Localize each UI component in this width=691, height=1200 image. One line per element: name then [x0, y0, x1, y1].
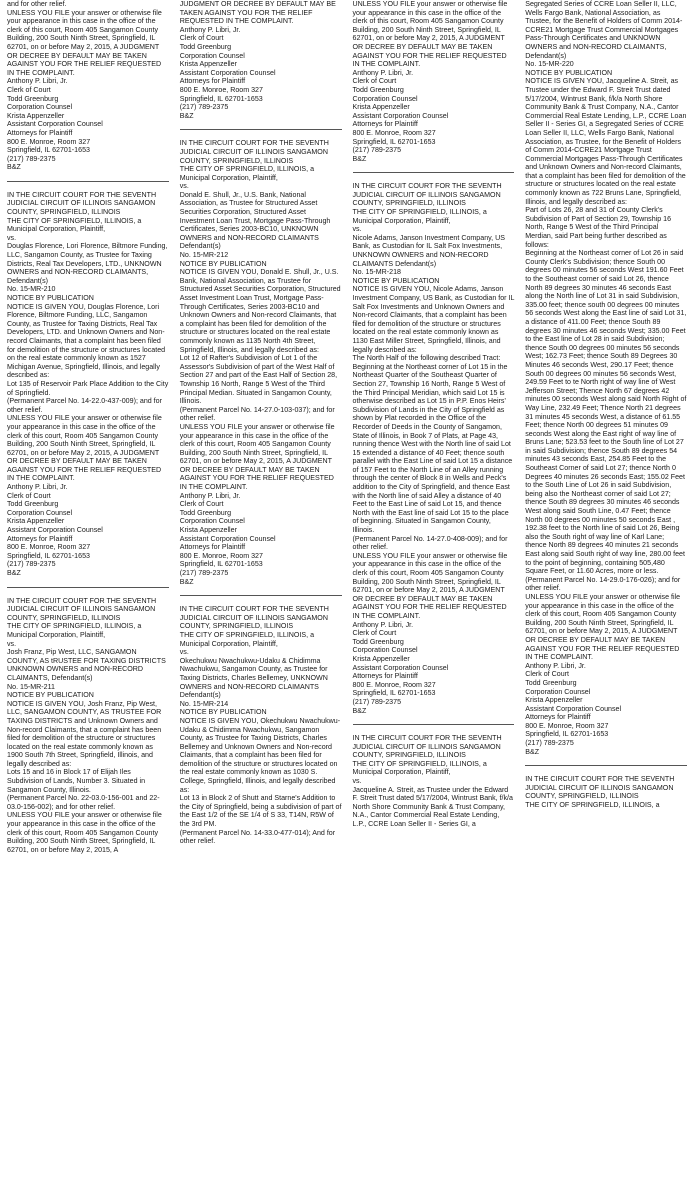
notice-text: IN THE CIRCUIT COURT FOR THE SEVENTH JUDICIAL CIRCUIT OF ILLINOIS SANGAMON COUNTY, SPRINGFIELD, ILLINOIS THE CITY OF SPRINGFIELD, ILLINOIS, a Municipal Corporation, Plaintiff, vs. Okechukwu Nwachukwu-Udaku & Chidimma Nwachukwu, Sangamon County, as Trustee for Taxing Districts, Charles Bellemey, UNKNOWN OWNERS and NON-RECORD CLAIMANTS Defendant(s) No. 15-MR-214 NOTICE BY PUBLICATION NOTICE IS GIVEN YOU, Okechukwu Nwachukwu-Udaku & Chidimma Nwachukwu, Sangamon County, as Trustee for Taxing Districts, Charles Bellemey and Unknown Owners and Non-record Claimants, that a complaint has been filed for demolition of the structure or structures located on the real estate commonly known as 1030 S. College, Springfield, Illinois, and legally described as: Lot 13 in Block 2 of Shutt and Starne's Addition to the City of Springfield, being a subdivision of part of the East 1/2 of the SE 1/4 of S 33, T14N, R5W of the 3rd PM. (Permanent Parcel No. 14-33.0-477-014); And for other relief.: [179, 605, 342, 846]
notice-block: [353, 0, 515, 163]
notice-text: and for other relief. UNLESS YOU FILE your answer or otherwise file your appearance in this case in the office of the clerk of this court, Room 405 Sangamon County Building, 200 South Ninth Street, Springfield, IL 62701, on or before May 2, 2015, A JUDGMENT OR DECREE BY DEFAULT MAY BE TAKEN AGAINST YOU FOR THE RELIEF REQUESTED IN THE COMPLAINT. Anthony P. Libri, Jr. Clerk of Court Todd Greenburg Corporation Counsel Krista Appenzeller Assistant Corporation Counsel Attorneys for Plaintiff 800 E. Monroe, Room 327 Springfield, IL 62701-1653 (217) 789-2375 B&Z: [7, 0, 162, 172]
notice-block: [525, 775, 687, 809]
notice-text: IN THE CIRCUIT COURT FOR THE SEVENTH JUDICIAL CIRCUIT OF ILLINOIS SANGAMON COUNTY, SPRINGFIELD, ILLINOIS THE CITY OF SPRINGFIELD, ILLINOIS, a Municipal Corporation, Plaintiff, vs. Douglas Florence, Lori Florence, Biltmore Funding, LLC, Sangamon County, as Trustee for Taxing Districts, Real Tax Developers, LTD., UNKNOWN OWNERS and NON-RECORD CLAIMANTS, Defendant(s) No. 15-MR-210 NOTICE BY PUBLICATION NOTICE IS GIVEN YOU, Douglas Florence, Lori Florence, Biltmore Funding, LLC, Sangamon County, as Trustee for Taxing Districts, Real Tax Developers, LTD. and Unknown Owners and Non-record Claimants, that a complaint has been filed for demolition of the structure or structures located on the real estate commonly known as 1527 Michigan Avenue, Springfield, Illinois, and legally described as: Lot 135 of Reservoir Park Place Addition to the City of Springfield. (Permanent Parcel No. 14-22.0-437-009); and for other relief. UNLESS YOU FILE your answer or otherwise file your appearance in this case in the office of the clerk of this court, Room 405 Sangamon County Building, 200 South Ninth Street, Springfield, IL 62701, on or before May 2, 2015, A JUDGMENT OR DECREE BY DEFAULT MAY BE TAKEN AGAINST YOU FOR THE RELIEF REQUESTED IN THE COMPLAINT. Anthony P. Libri, Jr. Clerk of Court Todd Greenburg Corporation Counsel Krista Appenzeller Assistant Corporation Counsel Attorneys for Plaintiff 800 E. Monroe, Room 327 Springfield, IL 62701-1653 (217) 789-2375 B&Z: [7, 190, 169, 577]
notice-text: JUDGMENT OR DECREE BY DEFAULT MAY BE TAKEN AGAINST YOU FOR THE RELIEF REQUESTED IN THE COMPLAINT. Anthony P. Libri, Jr. Clerk of Court Todd Greenburg Corporation Counsel Krista Appenzeller Assistant Corporation Counsel Attorneys for Plaintiff 800 E. Monroe, Room 327 Springfield, IL 62701-1653 (217) 789-2375 B&Z: [179, 0, 336, 120]
notice-block: [353, 182, 515, 715]
notice-block: [7, 191, 169, 578]
notice-text: UNLESS YOU FILE your answer or otherwise file your appearance in this case in the office of the clerk of this court, Room 405 Sangamon County Building, 200 South Ninth Street, Springfield, IL 62701, on or before May 2, 2015, A JUDGMENT OR DECREE BY DEFAULT MAY BE TAKEN AGAINST YOU FOR THE RELIEF REQUESTED IN THE COMPLAINT. Anthony P. Libri, Jr. Clerk of Court Todd Greenburg Corporation Counsel Krista Appenzeller Assistant Corporation Counsel Attorneys for Plaintiff 800 E. Monroe, Room 327 Springfield, IL 62701-1653 (217) 789-2375 B&Z: [352, 0, 508, 163]
notice-divider: [180, 595, 342, 596]
notice-text: IN THE CIRCUIT COURT FOR THE SEVENTH JUDICIAL CIRCUIT OF ILLINOIS SANGAMON COUNTY, SPRINGFIELD, ILLINOIS THE CITY OF SPRINGFIELD, ILLINOIS, a Municipal Corporation, Plaintiff, vs. Nicole Adams, Janson Investment Company, US Bank, as Custodian for IL Salt Fox Investments, UNKNOWN OWNERS and NON-RECORD CLAIMANTS Defendant(s) No. 15-MR-218 NOTICE BY PUBLICATION NOTICE IS GIVEN YOU, Nicole Adams, Janson Investment Company, US Bank, as Custodian for IL Salt Fox Investments and Unknown Owners and Non-record Claimants, that a complaint has been filed for demolition of the structure or structures located on the real estate commonly known as 1130 East Miller Street, Springfield, Illinois, and legally described as: The North Half of the following described Tract: Beginning at the Northeast corner of Lot 15 in the Northeast Quarter of the Southeast Quarter of Section 27, Township 16 North, Range 5 West of the Third Principal Meridian, which said Lot 15 is otherwise described as Lot 15 in P.P. Enos Heirs' Subdivision of Lands in the City of Springfield as shown by Plat recorded in the Office of the Recorder of Deeds in the County of Sangamon, State of Illinois, in Book 7 of Plats, at Page 43, running thence West with the North line of said Lot 15 extended a distance of 40 Feet; thence south parallel with the East Line of said Lot 15 a distance of 157 Feet to the North Line of an Alley running through the center of Block 8 in Wells and Peck's addition to the City of Springfield, and thence East with the North line of said Alley a distance of 40 Feet to the East Line of said Lot 15, and thence North with the East line of said Lot 15 to the place of beginning. Situated in Sangamon County, Illinois. (Permanent Parcel No. 14-27.0-408-009); and for other relief. UNLESS YOU FILE your answer or otherwise file your appearance in this case in the office of the clerk of this court, Room 405 Sangamon County Building, 200 South Ninth Street, Springfield, IL 62701, on or before May 2, 2015, A JUDGMENT OR DECREE BY DEFAULT MAY BE TAKEN AGAINST YOU FOR THE RELIEF REQUESTED IN THE COMPLAINT. Anthony P. Libri, Jr. Clerk of Court Todd Greenburg Corporation Counsel Krista Appenzeller Assistant Corporation Counsel Attorneys for Plaintiff 800 E. Monroe, Room 327 Springfield, IL 62701-1653 (217) 789-2375 B&Z: [352, 182, 515, 715]
notice-divider: [353, 172, 515, 173]
notice-block: [353, 734, 515, 829]
notice-block: [525, 0, 687, 756]
notice-block: [7, 597, 169, 855]
notice-text: IN THE CIRCUIT COURT FOR THE SEVENTH JUDICIAL CIRCUIT OF ILLINOIS SANGAMON COUNTY, SPRINGFIELD, ILLINOIS THE CITY OF SPRINGFIELD, ILLINOIS, a Municipal Corporation, Plaintiff, vs. Donald E. Shull, Jr., U.S. Bank, National Association, as Trustee for Structured Asset Securities Corporation, Structured Asset Investment Loan Trust, Mortgage Pass-Through Certificates, Series 2003-BC10, UNKNOWN OWNERS and NON-RECORD CLAIMANTS Defendant(s) No. 15-MR-212 NOTICE BY PUBLICATION NOTICE IS GIVEN YOU, Donald E. Shull, Jr., U.S. Bank, National Association, as Trustee for Structured Asset Securities Corporation, Structured Asset Investment Loan Trust, Mortgage Pass-Through Certificates, Series 2003-BC10 and Unknown Owners and Non-record Claimants, that a complaint has been filed for demolition of the structure or structures located on the real estate commonly known as 1135 North 4th Street, Springfield, Illinois, and legally described as: Lot 12 of Rafter's Subdivision of Lot 1 of the Assessor's Subdivision of part of the West Half of Section 27 and part of the East Half of Section 28, Township 16 North, Range 5 West of the Third Principal Median. Situated in Sangamon County, Illinois. (Permanent Parcel No. 14-27.0-103-037); and for other relief. UNLESS YOU FILE your answer or otherwise file your appearance in this case in the office of the clerk of this court, Room 405 Sangamon County Building, 200 South Ninth Street, Springfield, IL 62701, on or before May 2, 2015, A JUDGMENT OR DECREE BY DEFAULT MAY BE TAKEN AGAINST YOU FOR THE RELIEF REQUESTED IN THE COMPLAINT. Anthony P. Libri, Jr. Clerk of Court Todd Greenburg Corporation Counsel Krista Appenzeller Assistant Corporation Counsel Attorneys for Plaintiff 800 E. Monroe, Room 327 Springfield, IL 62701-1653 (217) 789-2375 B&Z: [179, 139, 341, 586]
column-3: [346, 0, 519, 1200]
column-1: [0, 0, 173, 1200]
notice-block: [7, 0, 169, 172]
notice-divider: [525, 765, 687, 766]
notice-divider: [353, 724, 515, 725]
column-4: [518, 0, 691, 1200]
column-2: [173, 0, 346, 1200]
notice-block: [180, 605, 342, 846]
notice-divider: [180, 129, 342, 130]
notice-text: IN THE CIRCUIT COURT FOR THE SEVENTH JUDICIAL CIRCUIT OF ILLINOIS SANGAMON COUNTY, SPRINGFIELD, ILLINOIS THE CITY OF SPRINGFIELD, ILLINOIS, a: [525, 775, 675, 810]
notice-text: IN THE CIRCUIT COURT FOR THE SEVENTH JUDICIAL CIRCUIT OF ILLINOIS SANGAMON COUNTY, SPRINGFIELD, ILLINOIS THE CITY OF SPRINGFIELD, ILLINOIS, a Municipal Corporation, Plaintiff, vs. Josh Franz, Pip West, LLC, SANGAMON COUNTY, AS tRUSTEE FOR TAXING DISTRICTS UNKNOWN OWNERS and NON-RECORD CLAIMANTS, Defendant(s) No. 15-MR-211 NOTICE BY PUBLICATION NOTICE IS GIVEN YOU, Josh Franz, Pip West, LLC, SANGAMON COUNTY, AS TRUSTEE FOR TAXING DISTRICTS and Unknown Owners and Non-record Claimants, that a complaint has been filed for demolition of the structure or structures located on the real estate commonly known as 1900 South 7th Street, Springfield, Illinois, and legally described as: Lots 15 and 16 in Block 17 of Elijah Iles Subdivision of Lands, Number 3. Situated in Sangamon County, Illinois. (Permanent Parcel No. 22-03.0-156-001 and 22-03.0-156-002); and for other relief. UNLESS YOU FILE your answer or otherwise file your appearance in this case in the office of the clerk of this court, Room 405 Sangamon County Building, 200 South Ninth Street, Springfield, IL 62701, on or before May 2, 2015, A: [7, 596, 166, 854]
notice-text: Segregated Series of CCRE Loan Seller II, LLC, Wells Fargo Bank, National Association, as Trustee, for the Benefit of Holders of Comm 2014-CCRE21 Mortgage Trust Commercial Mortgages Pass-Through Certificates and UNKNOWN OWNERS and NON-RECORD CLAIMANTS, Defendant(s) No. 15-MR-220 NOTICE BY PUBLICATION NOTICE IS GIVEN YOU, Jacqueline A. Streit, as Trustee under the Edward F. Streit Trust dated 5/17/2004, Wintrust Bank, f/k/a North Shore Community Bank & Trust Company, N.A., Cantor Commercial Real Estate Lending, L.P., CCRE Loan Seller II - Series GI, a Segregated Series of CCRE Loan Seller II, LLC, Wells Fargo Bank, National Association, as Trustee, for the Benefit of Holders of Comm 2014-CCRE21 Mortgage Trust Commercial Mortgages Pass-Through Certificates and Unknown Owners and Non-record Claimants, that a complaint has been filed for demolition of the structure or structures located on the real estate commonly known as 722 Bruns Lane, Springfield, Illinois, and legally described as: Part of Lots 26, 28 and 31 of County Clerk's Subdivision of Part of Section 29, Township 16 North, Range 5 West of the Third Principal Merdian, said Part being further described as follows: Beginning at the Northeast corner of Lot 26 in said County Clerk's Subdivision; thence South 00 degrees 00 minutes 56 seconds West 191.60 Feet to the Southeast corner of said Lot 26, thence North 89 degrees 30 minutes 46 seconds East along the North line of Lot 31 in said Subdivision, 335.00 feet; thence south 00 degrees 00 minutes 56 seconds West along the East line of said Lot 31, a distance of 411.00 Feet; thence South 89 degrees 30 minutes 46 seconds West; 335.00 Feet to the East line of Lot 28 in said Subdivision; thence South 00 degrees 00 minutes 56 seconds West; 162.73 Feet; thence South 89 Degrees 30 Minutes 46 seconds West, 290.17 Feet; thence South 00 degrees 00 minutes 56 seconds West, 249.59 Feet to te North right of way line of West Jefferson Street; Thence North 67 degrees 42 minutes 00 seconds West along said North Right of Way Line, 232.49 Feet; Thence North 21 degrees 31 minutes 45 seconds West, a distance of 61.55 Feet; thence North 00 degrees 51 minutes 09 seconds West along the East right of way line of Bruns Lane; 523.53 feet to the South line of Lot 27 in said Subdivision; thence South 89 degrees 54 minutes 43 seconds East, 254.85 Feet to the Southeast Corner of said Lot 27; thence North 0 Degrees 40 minutes 26 seconds East; 155.02 Feet to the South Line of Lot 26 in said Subdivision, being also the Northeast corner of said Lot 27; thence South 89 degrees 30 minutes 46 seconds West along said South Line, 0.47 Feet; thence North 00 degrees 00 minutes 50 seconds East , 192.38 feet to the North line of said Lot 26, Being also the South right of way line of Karl Lane; thence North 89 degrees 40 minutes 21 seconds East along said South right of way line, 280.00 feet to the point of beginning, containing 505,480 Square Feet, or 11.60 Acres, more or less. (Permanent Parcel No. 14-29.0-176-026); and for other relief. UNLESS YOU FILE your answer or otherwise file your appearance in this case in the office of the clerk of this court, Room 405 Sangamon County Building, 200 South Ninth Street, Springfield, IL 62701, on or before May 2, 2015, A JUDGMENT OR DECREE BY DEFAULT MAY BE TAKEN AGAINST YOU FOR THE RELIEF REQUESTED IN THE COMPLAINT. Anthony P. Libri, Jr. Clerk of Court Todd Greenburg Corporation Counsel Krista Appenzeller Assistant Corporation Counsel Attorneys for Plaintiff 800 E. Monroe, Room 327 Springfield, IL 62701-1653 (217) 789-2375 B&Z: [525, 0, 687, 756]
notice-divider: [7, 587, 169, 588]
notice-text: IN THE CIRCUIT COURT FOR THE SEVENTH JUDICIAL CIRCUIT OF ILLINOIS SANGAMON COUNTY, SPRINGFIELD, ILLINOIS THE CITY OF SPRINGFIELD, ILLINOIS, a Municipal Corporation, Plaintiff, vs. Jacqueline A. Streit, as Trustee under the Edward F. Streit Trust dated 5/17/2004, Wintrust Bank, f/k/a North Shore Community Bank & Trust Company, N.A., Cantor Commercial Real Estate Lending, L.P., CCRE Loan Seller II - Series GI, a: [352, 734, 513, 829]
notice-block: [180, 139, 342, 586]
notice-block: [180, 0, 342, 120]
notice-divider: [7, 181, 169, 182]
